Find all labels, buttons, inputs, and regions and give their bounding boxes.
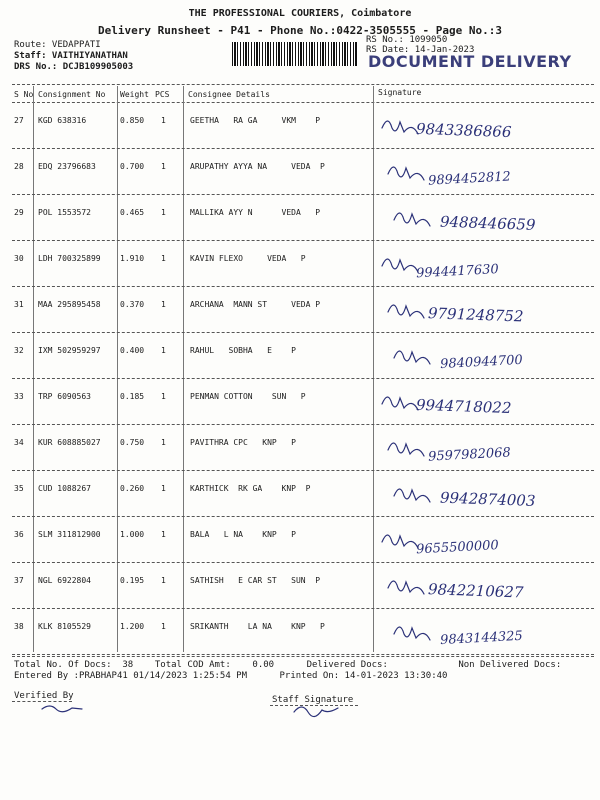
row-consignee: KAVIN FLEXO VEDA P	[190, 254, 306, 263]
row-weight: 1.910	[120, 254, 145, 263]
route-label: Route: VEDAPPATI	[14, 40, 101, 50]
row-separator	[12, 378, 594, 379]
row-consignment-no: MAA 295895458	[38, 300, 101, 309]
row-signature-phone: 9944718022	[415, 395, 512, 418]
row-consignee: SATHISH E CAR ST SUN P	[190, 576, 321, 585]
row-separator	[12, 240, 594, 241]
row-signature	[380, 244, 590, 290]
row-pcs: 1	[161, 254, 166, 263]
row-pcs: 1	[161, 208, 166, 217]
row-sno: 38	[14, 622, 24, 631]
row-weight: 1.200	[120, 622, 145, 631]
row-signature-phone: 9843386866	[415, 119, 512, 142]
col-header-pcs: PCS	[155, 90, 170, 99]
row-pcs: 1	[161, 622, 166, 631]
row-consignee: SRIKANTH LA NA KNP P	[190, 622, 325, 631]
row-sno: 36	[14, 530, 24, 539]
column-divider	[33, 86, 34, 652]
row-consignment-no: CUD 1088267	[38, 484, 91, 493]
row-signature	[380, 198, 590, 244]
column-divider	[117, 86, 118, 652]
row-sno: 32	[14, 346, 24, 355]
header-bottom-rule	[12, 102, 594, 103]
row-signature-phone: 9655500000	[415, 538, 500, 558]
row-separator	[12, 470, 594, 471]
barcode	[232, 42, 358, 66]
staff-signature-mark	[292, 702, 342, 718]
col-header-consignment: Consignment No	[38, 90, 106, 99]
row-sno: 34	[14, 438, 24, 447]
row-consignee: GEETHA RA GA VKM P	[190, 116, 321, 125]
row-sno: 35	[14, 484, 24, 493]
verified-by-label: Verified By	[14, 691, 74, 701]
row-consignee: KARTHICK RK GA KNP P	[190, 484, 311, 493]
column-divider	[373, 86, 374, 652]
row-sno: 31	[14, 300, 24, 309]
row-signature-phone: 9843144325	[439, 628, 524, 649]
row-separator	[12, 332, 594, 333]
row-separator	[12, 608, 594, 609]
row-signature-phone: 9944417630	[415, 262, 500, 282]
rs-number: RS No.: 1099050	[366, 35, 448, 45]
drs-label: DRS No.: DCJB109905003	[14, 62, 134, 72]
staff-label: Staff: VAITHIYANATHAN	[14, 51, 128, 61]
header-top-rule	[12, 84, 594, 85]
row-consignment-no: KGD 638316	[38, 116, 87, 125]
row-signature	[380, 106, 590, 152]
row-signature-phone: 9791248752	[427, 304, 524, 326]
row-weight: 0.700	[120, 162, 145, 171]
row-consignment-no: EDQ 23796683	[38, 162, 96, 171]
row-pcs: 1	[161, 300, 166, 309]
row-consignee: BALA L NA KNP P	[190, 530, 296, 539]
row-sno: 33	[14, 392, 24, 401]
row-pcs: 1	[161, 392, 166, 401]
row-weight: 0.195	[120, 576, 145, 585]
runsheet-subtitle: Delivery Runsheet - P41 - Phone No.:0422-3505555 - Page No.:3	[98, 24, 502, 37]
row-signature-phone: 9842210627	[427, 580, 524, 602]
row-separator	[12, 424, 594, 425]
col-header-sno: S No	[14, 90, 34, 99]
row-consignment-no: KUR 608885027	[38, 438, 101, 447]
row-signature	[380, 152, 590, 198]
row-signature-phone: 9597982068	[427, 445, 512, 465]
row-consignment-no: NGL 6922804	[38, 576, 91, 585]
row-signature	[380, 520, 590, 566]
company-title: THE PROFESSIONAL COURIERS, Coimbatore	[188, 8, 412, 19]
row-sno: 37	[14, 576, 24, 585]
row-pcs: 1	[161, 162, 166, 171]
row-consignee: ARCHANA MANN ST VEDA P	[190, 300, 321, 309]
col-header-consignee: Consignee Details	[188, 90, 270, 99]
row-sno: 30	[14, 254, 24, 263]
row-pcs: 1	[161, 484, 166, 493]
row-signature	[380, 336, 590, 382]
row-pcs: 1	[161, 346, 166, 355]
footer-top-rule	[12, 656, 594, 657]
row-sno: 28	[14, 162, 24, 171]
row-pcs: 1	[161, 530, 166, 539]
row-pcs: 1	[161, 116, 166, 125]
row-weight: 0.750	[120, 438, 145, 447]
staff-signature-label: Staff Signature	[272, 695, 354, 705]
row-signature-phone: 9488446659	[439, 212, 536, 234]
totals-line: Total No. Of Docs: 38 Total COD Amt: 0.00 Delivered Docs: Non Delivered Docs:	[14, 660, 562, 670]
row-weight: 0.260	[120, 484, 145, 493]
row-sno: 27	[14, 116, 24, 125]
row-signature-phone: 9942874003	[439, 488, 536, 510]
row-sno: 29	[14, 208, 24, 217]
row-pcs: 1	[161, 576, 166, 585]
row-weight: 0.185	[120, 392, 145, 401]
column-divider	[183, 86, 184, 652]
row-signature	[380, 428, 590, 474]
row-consignment-no: LDH 700325899	[38, 254, 101, 263]
entered-printed-line: Entered By :PRABHAP41 01/14/2023 1:25:54 PM Printed On: 14-01-2023 13:30:40	[14, 671, 448, 681]
row-signature	[380, 382, 590, 428]
row-signature-phone: 9894452812	[427, 169, 512, 189]
row-weight: 0.400	[120, 346, 145, 355]
row-consignee: ARUPATHY AYYA NA VEDA P	[190, 162, 325, 171]
row-weight: 0.465	[120, 208, 145, 217]
verified-signature-mark	[38, 701, 88, 715]
row-consignment-no: TRP 6090563	[38, 392, 91, 401]
row-pcs: 1	[161, 438, 166, 447]
row-consignment-no: KLK 8105529	[38, 622, 91, 631]
row-separator	[12, 286, 594, 287]
row-signature	[380, 290, 590, 336]
row-weight: 1.000	[120, 530, 145, 539]
row-signature	[380, 474, 590, 520]
row-separator	[12, 194, 594, 195]
col-header-weight: Weight	[120, 90, 149, 99]
rs-date: RS Date: 14-Jan-2023	[366, 45, 475, 55]
row-consignee: PENMAN COTTON SUN P	[190, 392, 306, 401]
row-consignee: RAHUL SOBHA E P	[190, 346, 296, 355]
row-consignee: PAVITHRA CPC KNP P	[190, 438, 296, 447]
row-consignment-no: IXM 502959297	[38, 346, 101, 355]
document-delivery-stamp: DOCUMENT DELIVERY	[368, 52, 572, 71]
row-separator	[12, 148, 594, 149]
row-consignment-no: POL 1553572	[38, 208, 91, 217]
row-weight: 0.370	[120, 300, 145, 309]
row-signature	[380, 612, 590, 658]
row-weight: 0.850	[120, 116, 145, 125]
col-header-signature: Signature	[378, 88, 422, 97]
row-consignment-no: SLM 311812900	[38, 530, 101, 539]
row-signature	[380, 566, 590, 612]
row-separator	[12, 562, 594, 563]
row-consignee: MALLIKA AYY N VEDA P	[190, 208, 321, 217]
row-signature-phone: 9840944700	[439, 352, 524, 373]
row-separator	[12, 516, 594, 517]
row-separator	[12, 654, 594, 655]
